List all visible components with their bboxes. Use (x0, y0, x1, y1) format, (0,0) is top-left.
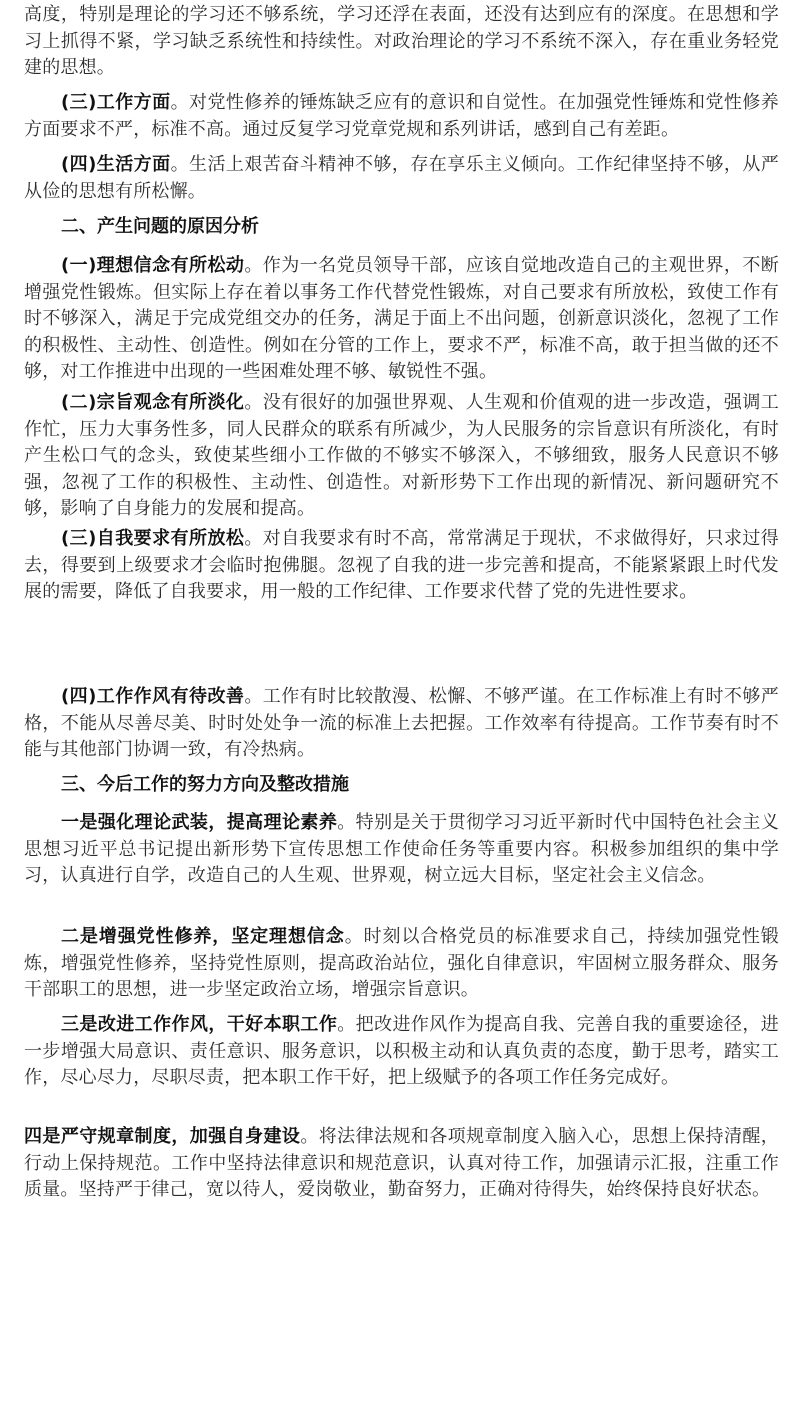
cause-ideals-title: (一)理想信念有所松动 (61, 255, 245, 276)
life-aspect-title: (四)生活方面 (61, 154, 171, 175)
measure-theory-body: 。特别是关于贯彻学习习近平新时代中国特色社会主义思想习近平总书记提出新形势下宣传思想工作使命任务等重要内容。积极参加组织的集中学习，认真进行自学，改造自己的人生观、世界观，树立远大目标，坚定社会主义信念。 (24, 812, 779, 886)
paragraph-cause-purpose (24, 390, 779, 523)
cause-work-style-body: 。工作有时比较散漫、松懈、不够严谨。在工作标准上有时不够严格，不能从尽善尽美、时时处处争一流的标准上去把握。工作效率有待提高。工作节奏有时不能与其他部门协调一致，有冷热病。 (24, 686, 780, 760)
measure-rules-title: 四是严守规章制度，加强自身建设 (24, 1126, 301, 1147)
paragraph-measure-work-style (24, 1012, 779, 1092)
work-aspect-body: 。对党性修养的锤炼缺乏应有的意识和自觉性。在加强党性锤炼和党性修养方面要求不严，标准不高。通过反复学习党章党规和系列讲话，感到自己有差距。 (24, 92, 779, 140)
cause-self-discipline-body: 。对自我要求有时不高，常常满足于现状，不求做得好，只求过得去，得要到上级要求才会临时抱佛腿。忽视了自我的进一步完善和提高，不能紧紧跟上时代发展的需要，降低了自我要求，用一般的工作纪律、工作要求代替了党的先进性要求。 (24, 528, 780, 602)
measure-work-style-title: 三是改进工作作风，干好本职工作 (61, 1014, 338, 1035)
section-heading-measures: 三、今后工作的努力方向及整改措施 (61, 774, 349, 795)
measure-party-spirit-title: 二是增强党性修养，坚定理想信念 (61, 926, 345, 947)
paragraph-measure-party-spirit (24, 924, 779, 1004)
work-aspect-title: (三)工作方面 (61, 92, 171, 113)
cause-purpose-body: 。没有很好的加强世界观、人生观和价值观的进一步改造，强调工作忙，压力大事务性多，同人民群众的联系有所减少，为人民服务的宗旨意识有所淡化，有时产生松口气的念头，致使某些细小工作做的不够实不够深入，不够细致，服务人民意识不够强，忽视了工作的积极性、主动性、创造性。对新形势下工作出现的新情况、新问题研究不够，影响了自身能力的发展和提高。 (24, 392, 780, 519)
paragraph-cause-work-style (24, 684, 779, 764)
paragraph-cause-self-discipline (24, 526, 779, 606)
paragraph-measure-rules (24, 1124, 779, 1204)
measure-theory-title: 一是强化理论武装，提高理论素养 (61, 812, 338, 833)
measure-party-spirit-body: 。时刻以合格党员的标准要求自己，持续加强党性锻炼，增强党性修养，坚持党性原则，提高政治站位，强化自律意识，牢固树立服务群众、服务干部职工的思想，进一步坚定政治立场，增强宗旨意识。 (24, 926, 779, 1000)
cause-purpose-title: (二)宗旨观念有所淡化 (61, 392, 245, 413)
paragraph-measure-theory (24, 810, 779, 890)
life-aspect-body: 。生活上艰苦奋斗精神不够，存在享乐主义倾向。工作纪律坚持不够，从严从俭的思想有所松懈。 (24, 154, 779, 202)
section-heading-causes: 二、产生问题的原因分析 (61, 216, 259, 237)
paragraph-cause-ideals (24, 253, 779, 386)
measure-rules-body: 。将法律法规和各项规章制度入脑入心，思想上保持清醒，行动上保持规范。工作中坚持法律意识和规范意识，认真对待工作，加强请示汇报，注重工作质量。坚持严于律己，宽以待人，爱岗敬业，勤奋努力，正确对待得失，始终保持良好状态。 (24, 1126, 780, 1200)
cause-work-style-title: (四)工作作风有待改善 (61, 686, 245, 707)
paragraph-life-aspect (24, 152, 779, 205)
cause-ideals-body: 。作为一名党员领导干部，应该自觉地改造自己的主观世界，不断增强党性锻炼。但实际上存在着以事务工作代替党性锻炼，对自己要求有所放松，致使工作有时不够深入，满足于完成党组交办的任务，满足于面上不出问题，创新意识淡化，忽视了工作的积极性、主动性、创造性。例如在分管的工作上，要求不严，标准不高，敢于担当做的还不够，对工作推进中出现的一些困难处理不够、敏锐性不强。 (24, 255, 780, 382)
measure-work-style-body: 。把改进作风作为提高自我、完善自我的重要途径，进一步增强大局意识、责任意识、服务意识，以积极主动和认真负责的态度，勤于思考，踏实工作，尽心尽力，尽职尽责，把本职工作干好，把上级赋予的各项工作任务完成好。 (24, 1014, 779, 1088)
cause-self-discipline-title: (三)自我要求有所放松 (61, 528, 245, 549)
paragraph-work-aspect (24, 90, 779, 143)
paragraph-intro: 高度，特别是理论的学习还不够系统，学习还浮在表面，还没有达到应有的深度。在思想和学习上抓得不紧，学习缺乏系统性和持续性。对政治理论的学习不系统不深入，存在重业务轻党建的思想。 (24, 4, 779, 78)
